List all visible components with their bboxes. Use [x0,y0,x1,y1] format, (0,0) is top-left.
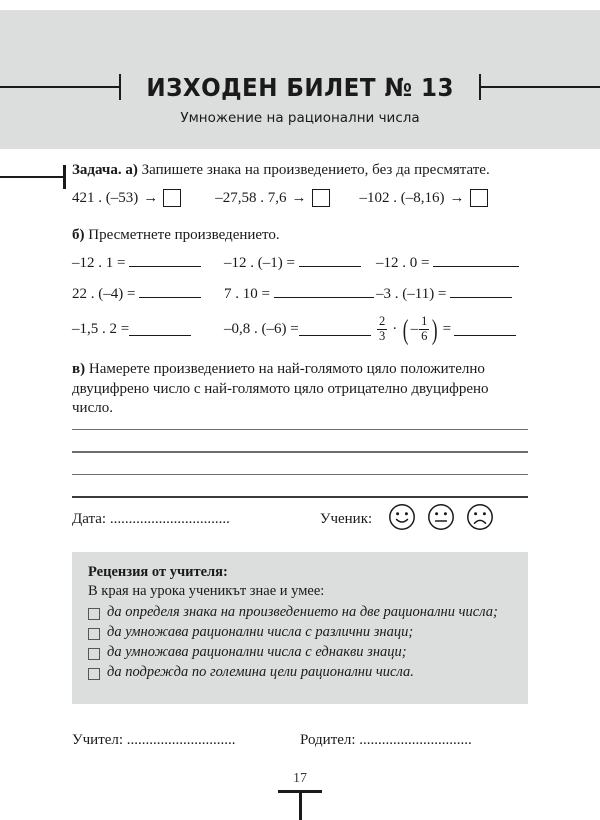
fraction-one-sixth [419,315,429,343]
calc-blank[interactable] [129,253,201,267]
task-v-text: Намерете произведението на най-голямото цяло положително двуцифрено число с най-голямото цяло отрицателно двуцифрено число. [72,361,489,417]
header-tick-left [119,74,121,100]
footer-tee-ornament [278,790,322,820]
calc-label: –1,5 . 2 = [72,320,130,337]
calc-row-1 [72,253,528,272]
header-rule-right [481,86,600,88]
task-v-heading [72,360,528,419]
teacher-review-box [72,552,528,704]
calc-label: –12 . (–1) = [224,255,295,272]
signature-row [72,732,528,749]
answer-box-2[interactable] [312,189,330,207]
task-v-letter: в) [72,361,86,378]
review-item-label: да определя знака на произведението на две рационални числа; [107,604,498,620]
task-b-letter: б) [72,227,85,244]
sign-item-1 [72,189,181,207]
header-title-rule [0,67,600,107]
checkbox-icon[interactable] [88,668,100,680]
minus-sign: – [410,320,419,337]
arrow-icon: → [449,189,465,206]
calc-label: 22 . (–4) = [72,286,136,303]
pupil-rating-block [320,503,494,536]
answer-box-1[interactable] [163,189,181,207]
review-lead: В края на урока ученикът знае и умее: [88,583,325,599]
sign-expr-3: –102 . (–8,16) [359,189,445,206]
calc-label: –12 . 1 = [72,255,126,272]
review-checkbox-item[interactable] [88,624,512,642]
checkbox-icon[interactable] [88,608,100,620]
date-field[interactable]: Дата: ................................ [72,511,230,527]
calc-blank[interactable] [454,322,516,336]
calc-cell-2-1 [72,284,224,303]
calc-label: –0,8 . (–6) = [224,320,299,337]
calc-cell-3-2 [224,321,376,338]
calc-cell-1-3 [376,253,528,272]
page-subtitle: Умножение на рационални числа [180,110,420,126]
teacher-signature-field[interactable]: Учител: ............................. [72,732,236,748]
sad-face-icon[interactable] [466,503,494,536]
calc-blank[interactable] [274,284,374,298]
equals-sign: = [442,320,452,337]
calc-cell-3-1 [72,321,224,338]
task-label: Задача. [72,162,122,178]
checkbox-icon[interactable] [88,628,100,640]
calc-blank[interactable] [450,284,512,298]
arrow-icon: → [291,189,307,206]
review-item-label: да подрежда по големина цели рационални числа. [107,663,414,680]
header-rule-left [0,86,119,88]
sign-expr-2: –27,58 . 7,6 [215,189,287,206]
neutral-face-icon[interactable] [427,503,455,536]
task-b-heading [72,227,528,244]
task-marker [0,165,66,189]
review-item-label: да умножава рационални числа с еднакви знаци; [107,643,407,660]
calc-cell-1-2 [224,253,376,272]
tee-stem [299,790,302,820]
task-b-text: Пресметнете произведението. [88,227,280,244]
worksheet-content [72,161,528,519]
sign-item-2 [215,189,329,207]
multiplication-operator: · [392,320,398,337]
fraction-denominator: 6 [421,328,428,343]
task-marker-line [0,176,64,178]
fraction-numerator: 2 [379,314,386,329]
review-checkbox-item[interactable] [88,604,512,622]
page-number: 17 [293,771,307,786]
calc-blank[interactable] [139,284,201,298]
close-paren: ) [432,314,438,346]
date-pupil-row [72,503,528,536]
answer-box-3[interactable] [470,189,488,207]
task-a-letter: а) [125,162,138,178]
review-title: Рецензия от учителя: [88,564,228,580]
task-marker-tick [63,165,66,189]
checkbox-icon[interactable] [88,648,100,660]
answer-line-1[interactable] [72,429,528,431]
page-footer [0,772,600,820]
task-a-heading [72,161,528,180]
parent-signature-field[interactable]: Родител: .............................. [300,732,472,748]
page-title: ИЗХОДЕН БИЛЕТ № 13 [146,72,454,102]
sign-expr-1: 421 . (–53) [72,189,139,206]
header-band [0,10,600,149]
fraction-two-thirds [377,315,387,343]
calc-blank[interactable] [129,322,191,336]
calc-cell-2-3 [376,284,528,303]
review-item-label: да умножава рационални числа с различни знаци; [107,623,414,640]
answer-line-4[interactable] [72,496,528,498]
answer-lines [72,429,528,499]
sign-item-3 [360,189,488,207]
calc-cell-1-1 [72,253,224,272]
calc-blank[interactable] [299,322,371,336]
fraction-denominator: 3 [379,328,386,343]
fraction-numerator: 1 [421,314,428,329]
calc-cell-2-2 [224,284,376,303]
calc-cell-3-3-fraction [376,314,528,346]
happy-face-icon[interactable] [388,503,416,536]
calc-label: –3 . (–11) = [376,286,447,303]
calc-blank[interactable] [299,253,361,267]
answer-line-3[interactable] [72,474,528,476]
review-checkbox-item[interactable] [88,664,512,682]
open-paren: ( [403,314,409,346]
task-a-text: Запишете знака на произведението, без да пресмятате. [141,162,490,178]
sign-answer-row [72,189,528,207]
calc-row-2 [72,284,528,303]
calc-label: 7 . 10 = [224,286,270,303]
arrow-icon: → [143,189,159,206]
calc-blank[interactable] [433,253,519,267]
review-checkbox-item[interactable] [88,644,512,662]
answer-line-2[interactable] [72,451,528,453]
pupil-label: Ученик: [319,511,373,527]
calc-label: –12 . 0 = [376,255,430,272]
calc-row-3 [72,314,528,346]
